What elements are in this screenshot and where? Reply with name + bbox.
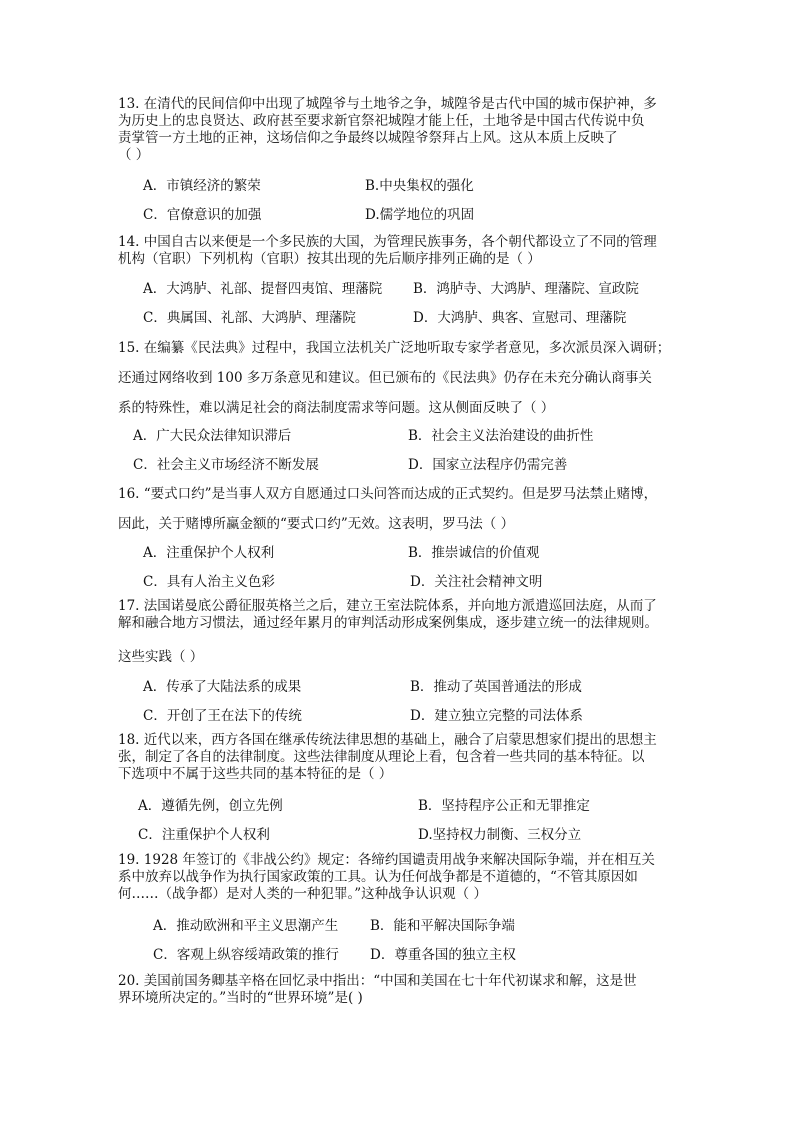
- question-15: [118, 333, 678, 423]
- option-19-a: A．推动欧洲和平主义思潮产生: [153, 918, 339, 934]
- option-15-d: D．国家立法程序仍需完善: [408, 457, 568, 473]
- option-17-a: A．传承了大陆法系的成果: [143, 679, 302, 695]
- question-15-stem: 15. 在编纂《民法典》过程中，我国立法机关广泛地听取专家学者意见，多次派员深入调研； 还通过网络收到 100 多万条意见和建议。但已颁布的《民法典》仍存在未充分确认商事关 系的特殊性，难以满足社会的商法制度需求等问题。这从侧面反映了（ ）: [118, 340, 671, 416]
- option-13-d: D.儒学地位的巩固: [365, 207, 475, 223]
- question-17-stem: 17. 法国诺曼底公爵征服英格兰之后，建立王室法院体系，并向地方派遣巡回法庭，从而了 解和融合地方习惯法，通过经年累月的审判活动形成案例集成，逐步建立统一的法律规则。: [118, 598, 658, 631]
- option-14-a: A．大鸿胪、礼部、提督四夷馆、理藩院: [143, 281, 383, 297]
- option-13-a: A．市镇经济的繁荣: [143, 178, 261, 194]
- question-17: [118, 598, 678, 632]
- question-16-stem: 16. “要式口约”是当事人双方自愿通过口头问答而达成的正式契约。但是罗马法禁止赌博， 因此，关于赌博所赢金额的“要式口约”无效。这表明，罗马法（ ）: [118, 486, 658, 532]
- option-14-c: C．典属国、礼部、大鸿胪、理藩院: [143, 310, 356, 326]
- question-19: [118, 852, 678, 903]
- option-13-b: B.中央集权的强化: [365, 178, 474, 194]
- option-14-d: D．大鸿胪、典客、宣慰司、理藩院: [413, 310, 627, 326]
- question-14: [118, 234, 678, 268]
- question-16: [118, 479, 678, 539]
- question-20: [118, 973, 678, 1007]
- option-16-d: D．关注社会精神文明: [410, 574, 543, 590]
- question-13: [118, 96, 678, 164]
- question-20-stem: 20. 美国前国务卿基辛格在回忆录中指出：“中国和美国在七十年代初谋求和解，这是世 界环境所决定的。”当时的“世界环境”是( ): [118, 973, 637, 1006]
- question-18-stem: 18. 近代以来，西方各国在继承传统法律思想的基础上，融合了启蒙思想家们提出的思想主 张，制定了各自的法律制度。这些法律制度从理论上看，包含着一些共同的基本特征。以 下选项中不属于这些共同的基本特征的是（ ）: [118, 732, 657, 782]
- option-15-c: C．社会主义市场经济不断发展: [133, 457, 319, 473]
- option-13-c: C．官僚意识的加强: [143, 207, 262, 223]
- question-19-stem: 19. 1928 年签订的《非战公约》规定：各缔约国谴责用战争来解决国际争端，并在相互关 系中放弃以战争作为执行国家政策的工具。认为任何战争都是不道德的，“不管其原因如 何……（战争都）是对人类的一种犯罪。”这种战争认识观（ ）: [118, 852, 655, 902]
- question-14-stem: 14. 中国自古以来便是一个多民族的大国，为管理民族事务，各个朝代都设立了不同的管理 机构（官职）下列机构（官职）按其出现的先后顺序排列正确的是（ ）: [118, 234, 657, 267]
- question-17-stem-tail: 这些实践（ ）: [118, 649, 204, 665]
- option-19-b: B．能和平解决国际争端: [370, 918, 515, 934]
- option-15-a: A．广大民众法律知识滞后: [133, 428, 292, 444]
- option-15-b: B．社会主义法治建设的曲折性: [408, 428, 594, 444]
- option-16-a: A．注重保护个人权利: [143, 545, 275, 561]
- option-18-a: A．遵循先例，创立先例: [138, 798, 283, 814]
- option-17-c: C．开创了王在法下的传统: [143, 708, 302, 724]
- option-17-b: B．推动了英国普通法的形成: [410, 679, 582, 695]
- option-16-c: C．具有人治主义色彩: [143, 574, 275, 590]
- option-19-d: D．尊重各国的独立主权: [370, 947, 516, 963]
- option-19-c: C．客观上纵容绥靖政策的推行: [153, 947, 339, 963]
- option-16-b: B．推崇诚信的价值观: [408, 545, 540, 561]
- option-18-c: C．注重保护个人权利: [138, 827, 270, 843]
- option-18-d: D.坚持权力制衡、三权分立: [418, 827, 582, 843]
- question-13-stem: 13. 在清代的民间信仰中出现了城隍爷与土地爷之争，城隍爷是古代中国的城市保护神，多 为历史上的忠良贤达、政府甚至要求新官祭祀城隍才能上任，土地爷是中国古代传说中负 责掌管一方土地的正神，这场信仰之争最终以城隍爷祭拜占上风。这从本质上反映了 （ ）: [118, 96, 657, 163]
- option-14-b: B．鸿胪寺、大鸿胪、理藩院、宣政院: [413, 281, 639, 297]
- option-17-d: D．建立独立完整的司法体系: [410, 708, 583, 724]
- option-18-b: B．坚持程序公正和无罪推定: [418, 798, 590, 814]
- question-18: [118, 732, 678, 783]
